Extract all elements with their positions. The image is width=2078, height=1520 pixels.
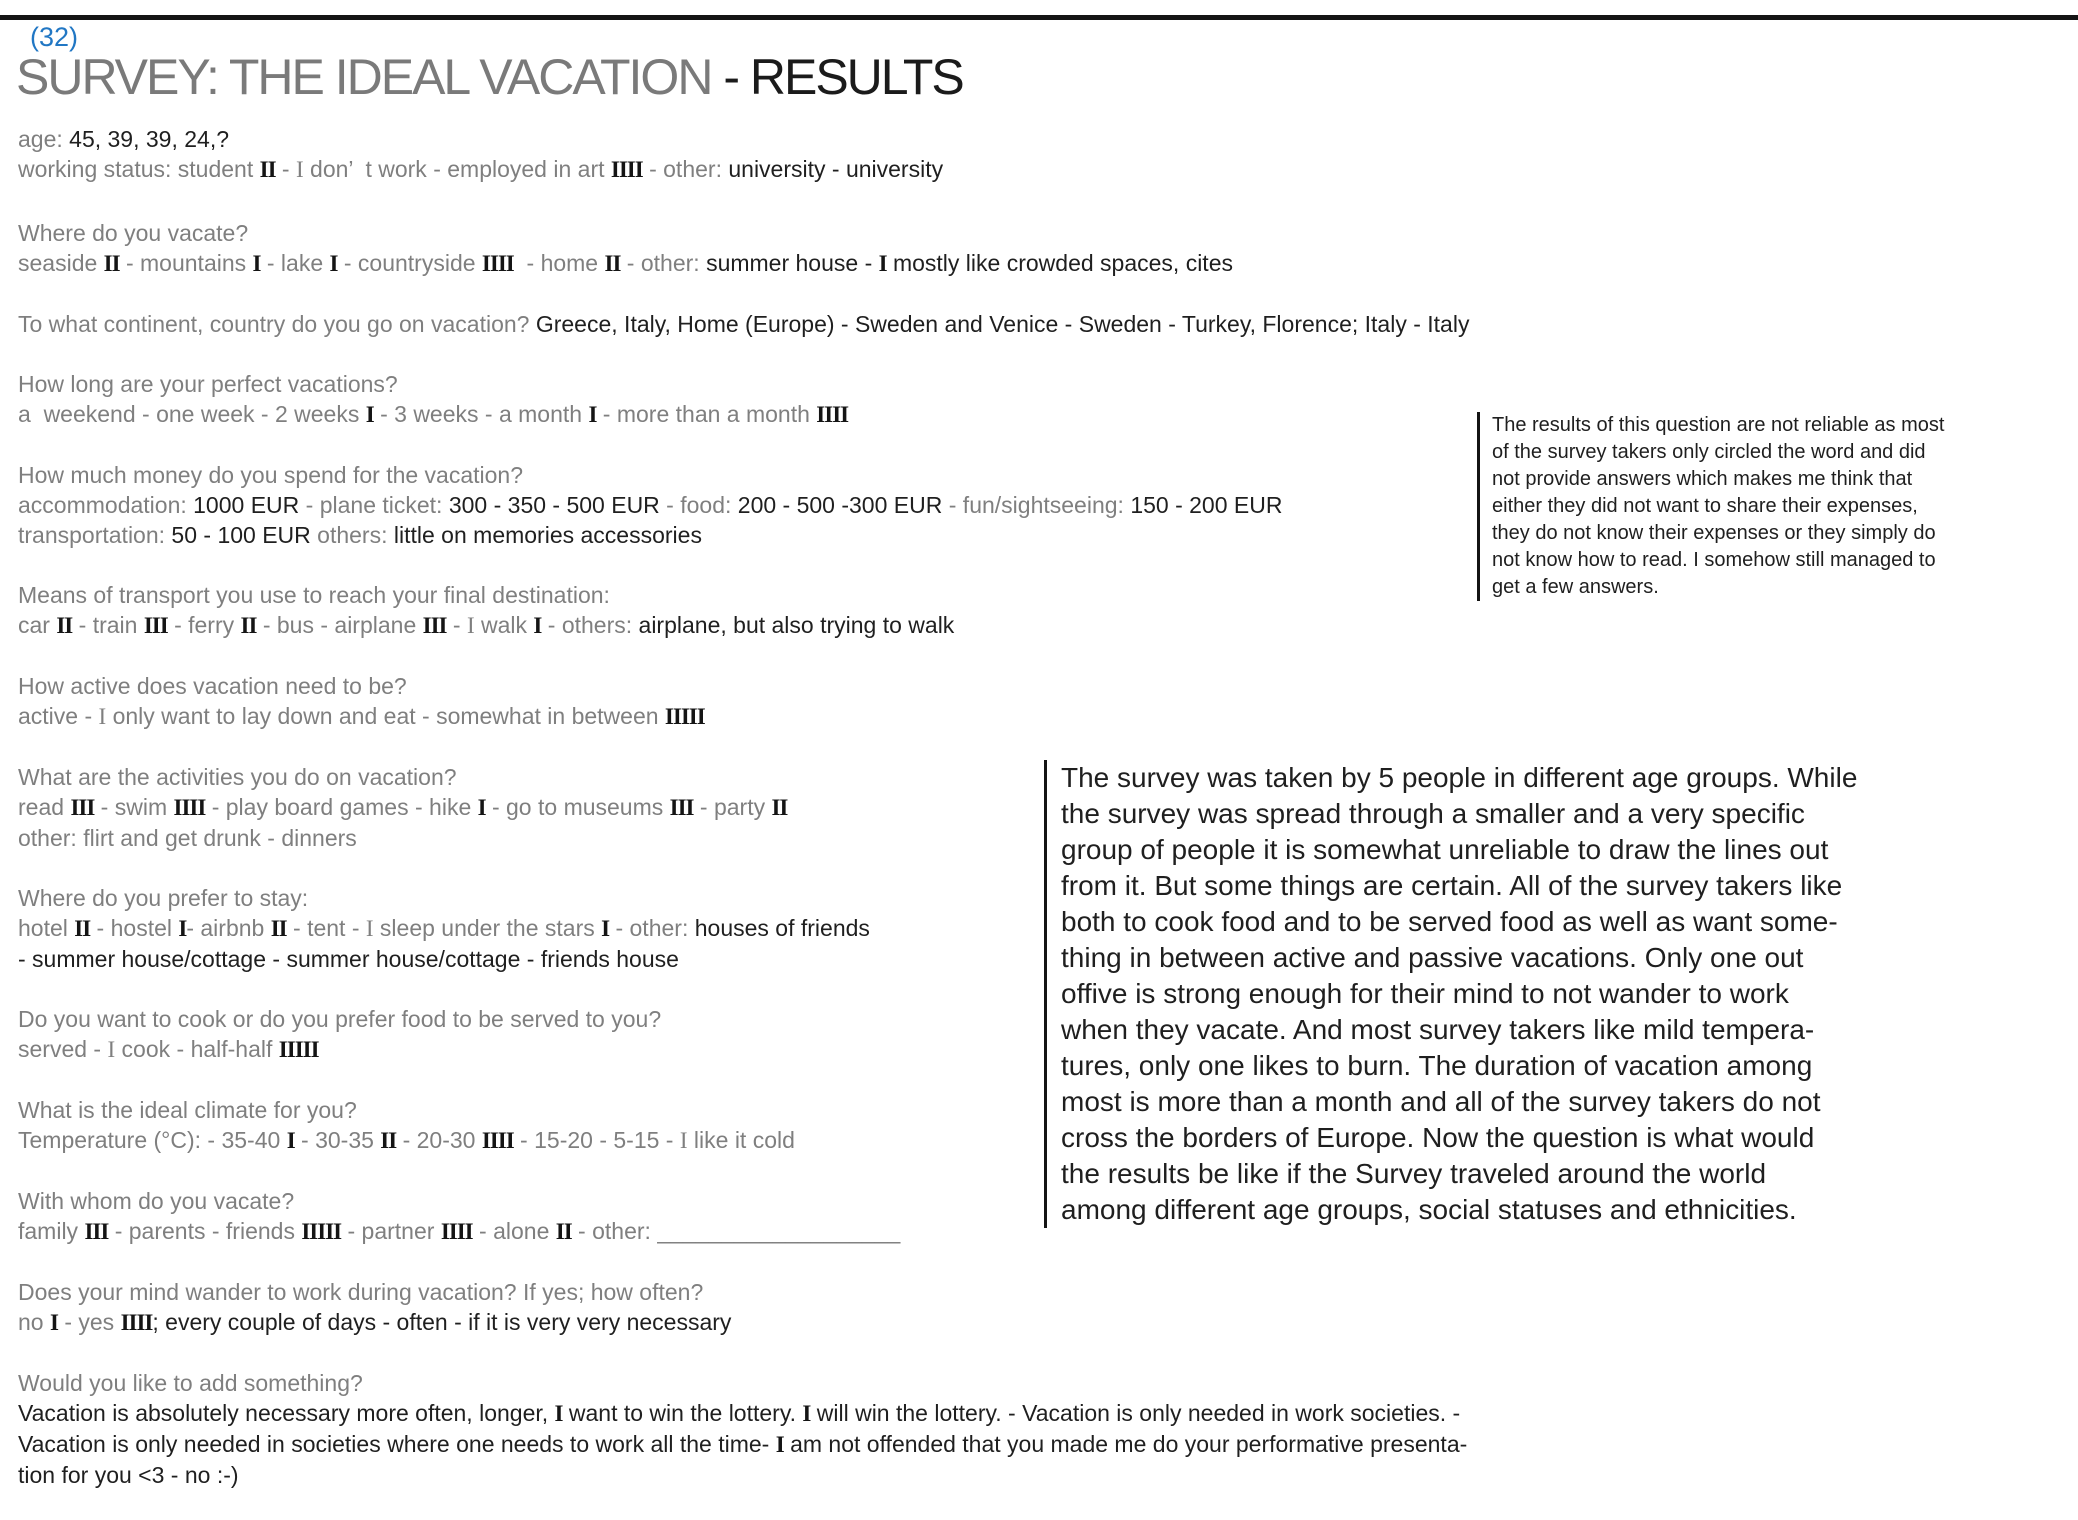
tally-marks: II <box>555 1219 572 1244</box>
serif-i: I <box>365 916 374 941</box>
question-text: - lake <box>260 250 330 276</box>
question-text: served - <box>18 1036 108 1062</box>
note-line: the survey was spread through a smaller and a very specific <box>1061 798 1805 829</box>
question-text: Where do you prefer to stay: <box>18 885 309 911</box>
tally-marks: IIIII <box>301 1219 342 1244</box>
answer-text: 300 - 350 - 500 EUR <box>448 492 660 518</box>
answer-text: airplane, but also trying to walk <box>638 612 955 638</box>
question-text: Do you want to cook or do you prefer food to be served to you? <box>18 1006 662 1032</box>
answer-text: ; every couple of days - often - if it is very very necessary <box>152 1309 732 1335</box>
survey-block <box>18 309 1469 339</box>
survey-line <box>18 309 1469 339</box>
tally-marks: I <box>178 916 187 941</box>
question-text: Means of transport you use to reach your final destination: <box>18 582 610 608</box>
question-text: - ferry <box>167 612 241 638</box>
question-text: Where do you vacate? <box>18 220 249 246</box>
question-text: - train <box>72 612 144 638</box>
answer-text: am not offended that you made me do your performative presenta- <box>783 1431 1468 1457</box>
question-text: - more than a month <box>596 401 817 427</box>
tally-marks: I <box>554 1401 563 1426</box>
survey-block <box>18 460 1469 550</box>
tally-marks: IIII <box>481 251 514 276</box>
tally-marks: III <box>669 795 694 820</box>
question-text: - 3 weeks - a month <box>373 401 589 427</box>
serif-i: I <box>295 157 304 182</box>
note-line: thing in between active and passive vacations. Only one out <box>1061 942 1804 973</box>
tally-marks: II <box>771 795 788 820</box>
survey-line <box>18 580 1469 610</box>
tally-marks: III <box>84 1219 109 1244</box>
question-text: - <box>446 612 467 638</box>
question-text: no <box>18 1309 50 1335</box>
question-text: don’ t work - employed in art <box>303 156 611 182</box>
note-line: they do not know their expenses or they simply do <box>1492 522 1936 544</box>
question-text: - mountains <box>119 250 253 276</box>
note-line: tures, only one likes to burn. The duration of vacation among <box>1061 1050 1813 1081</box>
tally-marks: II <box>240 613 257 638</box>
answer-text: will win the lottery. - Vacation is only needed in work societies. - <box>810 1400 1461 1426</box>
question-text: How long are your perfect vacations? <box>18 371 398 397</box>
question-text: What are the activities you do on vacation? <box>18 764 457 790</box>
answer-text: Vacation is absolutely necessary more often, longer, <box>18 1400 555 1426</box>
question-text: - home <box>513 250 605 276</box>
question-text: - other: <box>609 915 695 941</box>
question-text: other: flirt and get drunk - dinners <box>18 825 357 851</box>
answer-text: houses of friends <box>694 915 870 941</box>
answer-text: 1000 EUR <box>193 492 300 518</box>
question-text: - other: <box>571 1218 658 1244</box>
question-text: - <box>275 156 296 182</box>
tally-marks: I <box>286 1128 295 1153</box>
survey-line <box>18 1429 1469 1460</box>
note-line: both to cook food and to be served food as well as want some- <box>1061 906 1838 937</box>
question-text: - hostel <box>90 915 179 941</box>
tally-marks: III <box>143 613 168 638</box>
tally-marks: II <box>604 251 621 276</box>
question-text: - play board games - hike <box>205 794 478 820</box>
question-text: age: <box>18 126 70 152</box>
question-text: Would you like to add something? <box>18 1370 363 1396</box>
survey-line <box>18 1277 1469 1307</box>
answer-text: 150 - 200 EUR <box>1130 492 1283 518</box>
answer-text: want to win the lottery. <box>562 1400 803 1426</box>
question-text: - food: <box>659 492 738 518</box>
tally-marks: I <box>802 1401 811 1426</box>
tally-marks: III <box>422 613 447 638</box>
tally-marks: IIIII <box>278 1037 319 1062</box>
question-text: Does your mind wander to work during vacation? If yes; how often? <box>18 1279 704 1305</box>
note-line: cross the borders of Europe. Now the question is what would <box>1061 1122 1815 1153</box>
question-text: What is the ideal climate for you? <box>18 1097 357 1123</box>
survey-block <box>18 580 1469 641</box>
question-text: a weekend - one week - 2 weeks <box>18 401 366 427</box>
tally-marks: I <box>533 613 542 638</box>
note-line: group of people it is somewhat unreliable to draw the lines out <box>1061 834 1829 865</box>
page-title <box>16 48 963 106</box>
question-text: - 20-30 <box>396 1127 482 1153</box>
note-line: The results of this question are not reliable as most <box>1492 414 1945 436</box>
question-text: ___________________ <box>657 1218 901 1244</box>
note-line: either they did not want to share their expenses, <box>1492 495 1918 517</box>
tally-marks: I <box>49 1310 58 1335</box>
tally-marks: IIII <box>816 402 849 427</box>
serif-i: I <box>107 1037 116 1062</box>
question-text: family <box>18 1218 85 1244</box>
question-text: - tent - <box>286 915 366 941</box>
question-text: accommodation: <box>18 492 194 518</box>
note-line: offive is strong enough for their mind to not wander to work <box>1061 978 1789 1009</box>
reliability-note <box>1477 412 1944 601</box>
tally-marks: II <box>259 157 276 182</box>
question-text: cook - half-half <box>115 1036 279 1062</box>
question-text: only want to lay down and eat - somewhat in between <box>106 703 665 729</box>
question-text: others: <box>310 522 394 548</box>
answer-text: 200 - 500 -300 EUR <box>737 492 943 518</box>
tally-marks: I <box>588 402 597 427</box>
serif-i: I <box>98 704 107 729</box>
survey-line <box>18 490 1469 520</box>
tally-marks: I <box>365 402 374 427</box>
survey-line <box>18 399 1469 430</box>
question-text: - other: <box>620 250 707 276</box>
survey-block <box>18 1368 1469 1490</box>
question-text: With whom do you vacate? <box>18 1188 295 1214</box>
question-text: - countryside <box>337 250 482 276</box>
survey-line <box>18 369 1469 399</box>
question-text: - yes <box>57 1309 121 1335</box>
survey-line <box>18 610 1469 641</box>
question-text: car <box>18 612 57 638</box>
serif-i: I <box>466 613 475 638</box>
tally-marks: IIII <box>120 1310 153 1335</box>
summary-note <box>1044 760 1857 1228</box>
note-line: get a few answers. <box>1492 576 1659 598</box>
tally-marks: III <box>70 795 95 820</box>
question-text: transportation: <box>18 522 172 548</box>
question-text: sleep under the stars <box>373 915 602 941</box>
tally-marks: I <box>477 795 486 820</box>
survey-block <box>18 369 1469 430</box>
survey-line <box>18 1307 1469 1338</box>
question-text: - fun/sightseeing: <box>942 492 1131 518</box>
tally-marks: I <box>329 251 338 276</box>
question-text: - plane ticket: <box>299 492 449 518</box>
question-text: - bus - airplane <box>256 612 423 638</box>
survey-block <box>18 218 1469 279</box>
question-text: read <box>18 794 71 820</box>
tally-marks: II <box>270 916 287 941</box>
question-text: How much money do you spend for the vacation? <box>18 462 524 488</box>
question-text: - others: <box>541 612 639 638</box>
tally-marks: IIII <box>610 157 643 182</box>
survey-line <box>18 1368 1469 1398</box>
question-text: Temperature (°C): - 35-40 <box>18 1127 287 1153</box>
top-rule <box>0 15 2078 20</box>
tally-marks: I <box>878 251 887 276</box>
survey-line <box>18 701 1469 732</box>
question-text: To what continent, country do you go on vacation? <box>18 311 536 337</box>
survey-line <box>18 1460 1469 1490</box>
survey-block <box>18 671 1469 732</box>
answer-text: little on memories accessories <box>393 522 702 548</box>
survey-line <box>18 1398 1469 1429</box>
serif-i: I <box>679 1128 688 1153</box>
note-line: among different age groups, social statuses and ethnicities. <box>1061 1194 1797 1225</box>
note-line: not provide answers which makes me think that <box>1492 468 1913 490</box>
tally-marks: I <box>252 251 261 276</box>
answer-text: mostly like crowded spaces, cites <box>886 250 1233 276</box>
note-line: the results be like if the Survey traveled around the world <box>1061 1158 1767 1189</box>
tally-marks: IIII <box>173 795 206 820</box>
survey-header <box>18 124 943 185</box>
tally-marks: IIII <box>481 1128 514 1153</box>
answer-text: 45, 39, 39, 24,? <box>69 126 230 152</box>
title-main: SURVEY: THE IDEAL VACATION <box>16 49 712 105</box>
question-text: hotel <box>18 915 75 941</box>
question-text: - 30-35 <box>294 1127 381 1153</box>
answer-text: tion for you <3 - no :-) <box>18 1462 239 1488</box>
question-text: walk <box>474 612 534 638</box>
answer-text: Greece, Italy, Home (Europe) - Sweden and Venice - Sweden - Turkey, Florence; Italy - Italy <box>535 311 1470 337</box>
tally-marks: II <box>103 251 120 276</box>
question-text: - other: <box>642 156 729 182</box>
question-text: - go to museums <box>485 794 670 820</box>
tally-marks: I <box>775 1432 784 1457</box>
note-line: when they vacate. And most survey takers like mild tempera- <box>1061 1014 1815 1045</box>
answer-text: - summer house/cottage - summer house/cottage - friends house <box>18 946 679 972</box>
survey-line <box>18 154 943 185</box>
survey-line <box>18 248 1469 279</box>
note-line: of the survey takers only circled the word and did <box>1492 441 1926 463</box>
tally-marks: I <box>601 916 610 941</box>
question-text: How active does vacation need to be? <box>18 673 407 699</box>
note-line: not know how to read. I somehow still managed to <box>1492 549 1936 571</box>
tally-marks: IIII <box>440 1219 473 1244</box>
survey-line <box>18 218 1469 248</box>
question-text: - 15-20 - 5-15 - <box>513 1127 680 1153</box>
question-text: - partner <box>341 1218 441 1244</box>
title-suffix: - RESULTS <box>711 49 963 105</box>
survey-line <box>18 671 1469 701</box>
answer-text: summer house - <box>706 250 879 276</box>
note-line: The survey was taken by 5 people in different age groups. While <box>1061 762 1858 793</box>
question-text: - alone <box>472 1218 556 1244</box>
tally-marks: II <box>56 613 73 638</box>
note-line: from it. But some things are certain. All of the survey takers like <box>1061 870 1843 901</box>
tally-marks: IIIII <box>664 704 705 729</box>
question-text: working status: student <box>18 156 260 182</box>
question-text: like it cold <box>687 1127 795 1153</box>
survey-line <box>18 124 943 154</box>
survey-block <box>18 1277 1469 1338</box>
question-text: active - <box>18 703 99 729</box>
survey-line <box>18 520 1469 550</box>
tally-marks: II <box>380 1128 397 1153</box>
question-text: - airbnb <box>186 915 271 941</box>
question-text: - parents - friends <box>108 1218 302 1244</box>
page-number: (32) <box>30 22 79 52</box>
answer-text: university - university <box>728 156 944 182</box>
question-text: - swim <box>94 794 174 820</box>
survey-line <box>18 460 1469 490</box>
tally-marks: II <box>74 916 91 941</box>
answer-text: 50 - 100 EUR <box>171 522 311 548</box>
note-line: most is more than a month and all of the survey takers do not <box>1061 1086 1821 1117</box>
question-text: - party <box>693 794 772 820</box>
question-text: seaside <box>18 250 104 276</box>
answer-text: Vacation is only needed in societies where one needs to work all the time- <box>18 1431 776 1457</box>
